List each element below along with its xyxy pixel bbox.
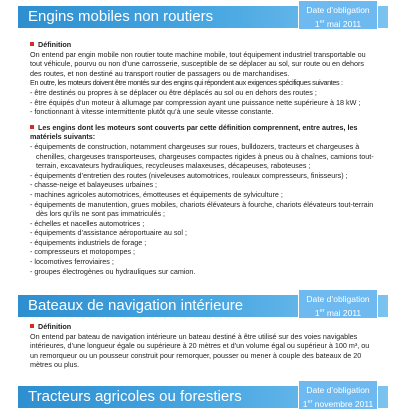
list-item: - groupes électrogènes ou hydrauliques sur camion. xyxy=(30,266,196,276)
section-banner-bateaux xyxy=(18,295,388,317)
list-item: - être destinés ou propres à se déplacer ou être déplacés au sol ou en dehors des routes ; xyxy=(30,87,317,97)
list-item: - équipements d’entretien des routes (niveleuses automotrices, rouleaux compresseurs, finisseurs) ; xyxy=(30,170,348,180)
section-title: Tracteurs agricoles ou forestiers xyxy=(28,388,242,405)
date-value: 1er novembre 2011 xyxy=(302,398,374,409)
list-item: - machines agricoles automotrices, émotteuses et équipements de sylviculture ; xyxy=(30,189,283,199)
date-box xyxy=(298,0,378,30)
list-item: - être équipés d’un moteur à allumage par compression ayant une puissance nette supérieure à 18 kW ; xyxy=(30,97,361,107)
date-value: 1er mai 2011 xyxy=(314,307,362,318)
bullet-square-icon xyxy=(30,324,34,328)
list-item: - locomotives ferroviaires ; xyxy=(30,257,114,267)
date-label: Date d’obligation xyxy=(306,294,370,304)
list-heading: Les engins dont les moteurs sont couverts par cette définition comprennent, entre autres, les matériels suivants: xyxy=(30,122,358,142)
definition-text: On entend par engin mobile non routier toute machine mobile, tout équipement industriel transportable ou tout véhicule, pourvu ou non d’une carrosserie, susceptible de se déplacer au sol, sur route ou en dehors des routes, et non destiné au transport routier de passagers ou de marchandises. xyxy=(30,49,366,78)
list-item: - compresseurs et motopompes ; xyxy=(30,247,136,257)
list-item: - chasse-neige et balayeuses urbaines ; xyxy=(30,180,158,190)
list-item: - équipements d’assistance aéroportuaire au sol ; xyxy=(30,228,188,238)
section-body-engins xyxy=(30,40,375,276)
definition-list xyxy=(30,88,375,117)
date-box xyxy=(298,289,378,319)
list-item: - échelles et nacelles automotrices ; xyxy=(30,218,145,228)
section-title: Bateaux de navigation intérieure xyxy=(28,297,244,314)
equipment-list xyxy=(30,142,375,276)
bullet-square-icon xyxy=(30,125,34,129)
definition-text: On entend par bateau de navigation intérieure un bateau destiné à être utilisé sur des voies navigables intérieures, d’une longueur égale ou supérieure à 20 mètres et d’un volume égal ou supérieur à 100 m³, ou un remorqueur ou un pousseur construit pour remorquer, pousser ou mener à couple des bateaux de 20 mètres ou plus. xyxy=(30,331,370,370)
list-item: - équipements de construction, notamment chargeuses sur roues, bulldozers, tracteurs et chargeuses à chenilles, chargeuses transporteuses, chargeuses compactes rigides à pneus ou à chaînes, camions tout-terrain, excavateurs hydrauliques, recycleuses malaxeuses, décapeuses, raboteuses ; xyxy=(30,141,374,171)
section-banner-engins xyxy=(18,6,388,28)
list-item: - équipements industriels de forage ; xyxy=(30,237,147,247)
definition-text-2: En outre, les moteurs doivent être montés sur des engins qui répondent aux exigences spécifiques suivantes : xyxy=(30,78,343,88)
definition-heading: Définition xyxy=(30,40,375,50)
date-box xyxy=(298,380,378,410)
bullet-square-icon xyxy=(30,42,34,46)
list-item: - fonctionnant à vitesse intermittente plutôt qu’à une seule vitesse constante. xyxy=(30,107,274,117)
definition-heading: Définition xyxy=(30,322,375,332)
section-body-bateaux xyxy=(30,322,375,370)
date-label: Date d’obligation xyxy=(306,385,370,395)
section-title: Engins mobiles non routiers xyxy=(28,8,214,25)
date-label: Date d’obligation xyxy=(306,5,370,15)
list-item: - équipements de manutention, grues mobiles, chariots élévateurs à fourche, chariots élévateurs tout-terrain dès lors qu’ils ne sont pas immatriculés ; xyxy=(30,199,374,219)
date-value: 1er mai 2011 xyxy=(314,18,362,29)
section-banner-tracteurs xyxy=(18,386,388,408)
